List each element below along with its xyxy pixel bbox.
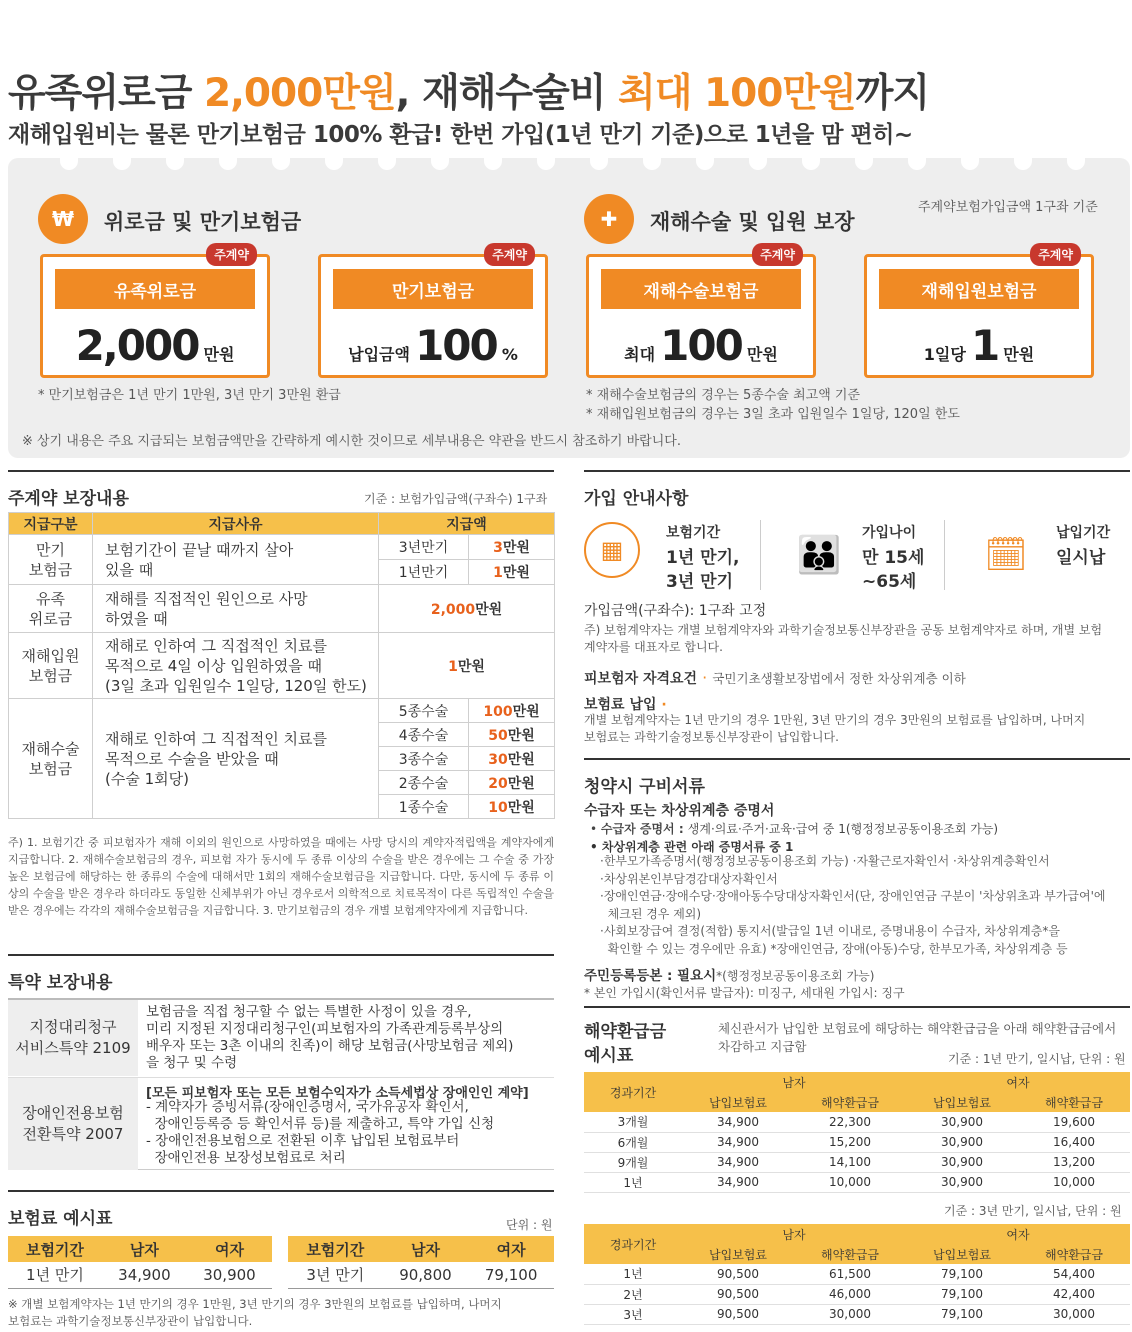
doc-bullet-2: • 차상위계층 관련 아래 증명서류 중 1	[590, 840, 794, 854]
calendar-icon: ▦	[584, 522, 640, 578]
refund-basis-1: 기준 : 1년 만기, 일시납, 단위 : 원	[948, 1052, 1126, 1066]
guide-policyholder: 주) 보험계약자는 개별 보험계약자와 과학기술정보통신부장관을 공동 보험계약자로 하며, 개별 보험 계약자를 대표자로 합니다.	[584, 623, 1103, 654]
doc-bullet-2-lines: ·한부모가족증명서(행정정보공동이용조회 가능) ·자활근로자확인서 ·차상위계층확인서 ·차상위본인부담경감대상자확인서 ·장애인연금·장애수당·장애아동수당대상자확인서(단, 장애인연금 구분이 '차상위초과 부가급여'에 체크된 경우 제외) ·사회보장급여 결정(적합) 통지서(발급일 1년 이내로, 증명내용이 수급자, 차상위계층*을 확인할 수 있는 경우에만 유효) *장애인연금, 장애(아동)수당, 한부모가족, 차상위계층 등	[600, 854, 1106, 956]
row-name: 재해수술 보험금	[9, 699, 93, 819]
row-name: 만기 보험금	[9, 535, 93, 585]
pay-text: 개별 보험계약자는 1년 만기의 경우 1만원, 3년 만기의 경우 3만원의 보험료를 납입하며, 나머지 보험료는 과학기술정보통신부장관이 납입합니다.	[584, 713, 1086, 744]
binder-hole	[219, 148, 237, 170]
pay-title: 보험료 납입 ·	[584, 697, 667, 713]
binder-hole	[961, 148, 979, 170]
doc-bullet-1: • 수급자 증명서 : 생계·의료·주거·교육·급여 중 1(행정정보공동이용조회 가능)	[590, 822, 999, 836]
card-surgery: 주계약 재해수술보험금 최대 100 만원	[586, 254, 816, 378]
refund-basis-2: 기준 : 3년 만기, 일시납, 단위 : 원	[944, 1204, 1122, 1218]
binder-hole	[60, 148, 78, 170]
binder-holes	[60, 148, 1080, 170]
binder-hole	[908, 148, 926, 170]
main-contract-basis: 기준 : 보험가입금액(구좌수) 1구좌	[364, 492, 548, 506]
resident-note: * 본인 가입시(확인서류 발급자): 미징구, 세대원 가입시: 징구	[584, 986, 905, 1000]
binder-hole	[484, 148, 502, 170]
card-hospital: 주계약 재해입원보험금 1일당 1 만원	[864, 254, 1094, 378]
resident-doc: 주민등록등본 : 필요시*(행정정보공동이용조회 가능)	[584, 968, 875, 984]
card-label: 유족위로금	[55, 269, 255, 309]
premium-note: ※ 개별 보험계약자는 1년 만기의 경우 1만원, 3년 만기의 경우 3만원의 보험료를 납입하며, 나머지 보험료는 과학기술정보통신부장관이 납입합니다.	[8, 1297, 502, 1328]
binder-hole	[537, 148, 555, 170]
documents-title: 청약시 구비서류	[584, 777, 705, 797]
qual-text: 국민기초생활보장법에서 정한 차상위계층 이하	[712, 671, 966, 686]
refund-title: 해약환급금 예시표	[584, 1022, 667, 1066]
banner-disclaimer: ※ 상기 내용은 주요 지급되는 보험금액만을 간략하게 예시한 것이므로 세부내용은 약관을 반드시 참조하기 바랍니다.	[22, 434, 681, 449]
iv-bag-icon: ✚	[584, 194, 634, 244]
binder-hole	[1067, 148, 1085, 170]
refund-table-3yr: 경과기간 남자 여자 납입보험료 해약환급금 납입보험료 해약환급금 1년 90,500 61,500 79,100 54,400 2년 90,500 46,000 79,100 42,400 3년 90,500 30,000 79,100 30,000	[584, 1224, 1130, 1325]
binder-hole	[325, 148, 343, 170]
binder-hole	[1014, 148, 1032, 170]
card-value: 2,000	[75, 321, 199, 370]
rider-desc: 보험금을 직접 청구할 수 없는 특별한 사정이 있을 경우, 미리 지정된 지정대리청구인(피보험자의 가족관계등록부상의 배우자 또는 3촌 이내의 친족)이 해당 보험금(사망보험금 제외) 을 청구 및 수령	[146, 1004, 514, 1071]
card-label: 재해입원보험금	[879, 269, 1079, 309]
card-label: 만기보험금	[333, 269, 533, 309]
main-contract-badge: 주계약	[752, 243, 803, 266]
binder-hole	[590, 148, 608, 170]
main-contract-badge: 주계약	[484, 243, 535, 266]
refund-desc: 체신관서가 납입한 보험료에 해당하는 해약환급금을 아래 해약환급금에서 차감하고 지급함	[718, 1021, 1117, 1054]
card-value: 100	[660, 321, 742, 370]
riders-title: 특약 보장내용	[8, 973, 113, 993]
main-contract-table: 지급구분 지급사유 지급액 만기 보험금 보험기간이 끝날 때까지 살아 있을 때 3년만기 3만원 1년만기 1만원 유족 위로금 재해를 직접적인 원인으로 사망 하였을 때 2,000만원 재해입원 보험금 재해로 인하여 그 직접적인 치료를 목적으로 4일 이상 입원하였을 때 (3일 초과 입원일수 1일당, 120일 한도) 1만원 재해수술 보험금 재해로 인하여 그 직접적인 치료를 목적으로 수술을 받았을 때 (수술 1회당) 5종수술 100만원 4종수술 50만원 3종수술 30만원 2종수술 20만원 1종수술 10만원	[8, 512, 555, 819]
row-name: 유족 위로금	[9, 585, 93, 633]
card-maturity: 주계약 만기보험금 납입금액 100 %	[318, 254, 548, 378]
premium-table-3yr: 보험기간 남자 여자 3년 만기 90,800 79,100	[288, 1236, 554, 1289]
binder-hole	[272, 148, 290, 170]
banner-left-title: 위로금 및 만기보험금	[104, 210, 302, 234]
binder-hole	[696, 148, 714, 170]
card-label: 재해수술보험금	[601, 269, 801, 309]
note-surgery: * 재해수술보험금의 경우는 5종수술 최고액 기준	[586, 388, 861, 403]
page-title: 유족위로금 2,000만원, 재해수술비 최대 100만원까지	[8, 71, 930, 116]
premium-unit: 단위 : 원	[506, 1218, 553, 1232]
qual-title: 피보험자 자격요건	[584, 671, 698, 687]
rider-head: [모든 피보험자 또는 모든 보험수익자가 소득세법상 장애인인 계약]	[146, 1086, 529, 1101]
guide-amount: 가입금액(구좌수): 1구좌 고정	[584, 603, 767, 619]
main-contract-badge: 주계약	[1030, 243, 1081, 266]
refund-table-1yr: 경과기간 남자 여자 납입보험료 해약환급금 납입보험료 해약환급금 3개월 34,900 22,300 30,900 19,600 6개월 34,900 15,200 30,900 16,400 9개월 34,900 14,100 30,900 13,200 1년 34,900 10,000 30,900 10,000	[584, 1072, 1130, 1193]
binder-hole	[855, 148, 873, 170]
binder-hole	[378, 148, 396, 170]
person-calendar-icon: 🗓	[984, 535, 1028, 575]
banner-right-title: 재해수술 및 입원 보장	[650, 210, 855, 234]
row-name: 재해입원 보험금	[9, 633, 93, 699]
page-subtitle: 재해입원비는 물론 만기보험금 100% 환급! 한번 가입(1년 만기 기준)으로 1년을 맘 편히~	[8, 122, 913, 148]
banner-basis: 주계약보험가입금액 1구좌 기준	[918, 200, 1098, 215]
binder-hole	[113, 148, 131, 170]
binder-hole	[749, 148, 767, 170]
premium-title: 보험료 예시표	[8, 1209, 113, 1229]
rider-desc: - 계약자가 증빙서류(장애인증명서, 국가유공자 확인서, 장애인등록증 등 확인서류 등)를 제출하고, 특약 가입 신청 - 장애인전용보험으로 전환된 이후 납입된 보험료부터 장애인전용 보장성보험료로 처리	[146, 1099, 495, 1166]
riders-table	[8, 998, 554, 1170]
people-icon: 👪	[796, 535, 842, 576]
main-contract-footnote: 주) 1. 보험기간 중 피보험자가 재해 이외의 원인으로 사망하였을 때에는 사망 당시의 계약자적립액을 계약자에게 지급합니다. 2. 재해수술보험금의 경우, 피보험 자가 동시에 두 종류 이상의 수술을 받은 경우에는 그 수술 중 가장 높은 보험금에 해당하는 한 종류의 수술에 대해서만 1회의 재해수술보험금을 지급합니다. 다만, 동시에 두 종류 이상의 수술을 받은 경우라 하더라도 동일한 신체부위가 아닌 경우로서 의학적으로 치료목적이 다른 독립적인 수술을 받은 경우에는 각각의 재해수술보험금을 지급합니다. 3. 만기보험금의 경우 개별 보험계약자에게 지급합니다.	[8, 836, 554, 917]
binder-hole	[802, 148, 820, 170]
documents-sub: 수급자 또는 차상위계층 증명서	[584, 803, 775, 819]
rider-name: 장애인전용보험 전환특약 2007	[8, 1078, 138, 1170]
note-maturity: * 만기보험금은 1년 만기 1만원, 3년 만기 3만원 환급	[38, 388, 341, 403]
premium-table-1yr: 보험기간 남자 여자 1년 만기 34,900 30,900	[8, 1236, 272, 1289]
binder-hole	[166, 148, 184, 170]
guide-title: 가입 안내사항	[584, 489, 689, 509]
card-value: 100	[415, 321, 497, 370]
card-bereavement: 주계약 유족위로금 2,000 만원	[40, 254, 270, 378]
note-hospital: * 재해입원보험금의 경우는 3일 초과 입원일수 1일당, 120일 한도	[586, 407, 960, 422]
binder-hole	[643, 148, 661, 170]
main-contract-title: 주계약 보장내용	[8, 489, 129, 509]
money-hand-icon: ₩	[38, 194, 88, 244]
card-value: 1	[970, 321, 999, 370]
binder-hole	[431, 148, 449, 170]
rider-name: 지정대리청구 서비스특약 2109	[8, 1000, 138, 1076]
main-contract-badge: 주계약	[206, 243, 257, 266]
